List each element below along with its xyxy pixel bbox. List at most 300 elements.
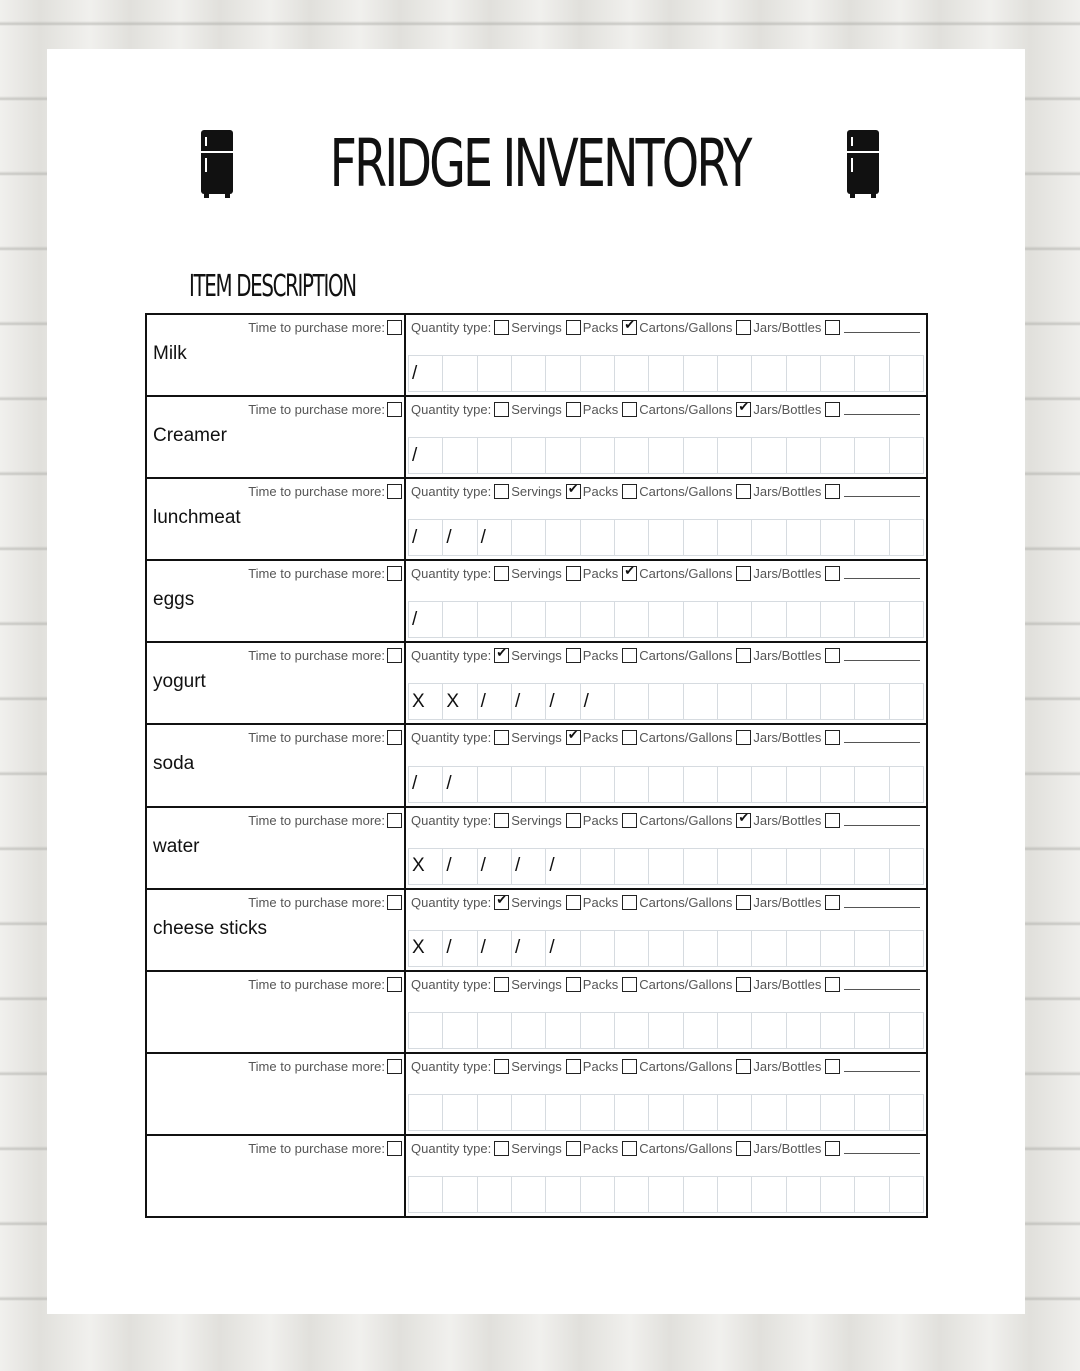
tally-cell[interactable] (443, 356, 477, 391)
tally-cell[interactable] (821, 684, 855, 719)
servings-checkbox[interactable] (494, 1059, 509, 1074)
packs-checkbox[interactable] (566, 895, 581, 910)
purchase-more-checkbox[interactable] (387, 566, 402, 581)
purchase-more-checkbox[interactable] (387, 977, 402, 992)
item-name[interactable]: eggs (153, 589, 195, 611)
tally-cell[interactable] (512, 520, 546, 555)
tally-cell[interactable] (855, 520, 889, 555)
tally-cell[interactable] (546, 602, 580, 637)
tally-strip (408, 1176, 924, 1213)
servings-checkbox[interactable] (494, 813, 509, 828)
purchase-more-label: Time to purchase more: (248, 648, 385, 664)
cartons-gallons-checkbox[interactable] (622, 484, 637, 499)
packs-checkbox[interactable] (566, 484, 581, 499)
tally-cell[interactable] (512, 767, 546, 802)
tally-cell[interactable] (890, 438, 923, 473)
tally-cell[interactable]: X (409, 849, 443, 884)
servings-checkbox[interactable] (494, 1141, 509, 1156)
tally-cell[interactable] (718, 520, 752, 555)
packs-label: Packs (582, 976, 619, 992)
tally-cell[interactable] (581, 767, 615, 802)
other-blank-line[interactable] (844, 486, 920, 497)
tally-cell[interactable] (478, 602, 512, 637)
other-checkbox[interactable] (825, 730, 840, 745)
other-blank-line[interactable] (844, 650, 920, 661)
cartons-gallons-label: Cartons/Gallons (639, 1058, 733, 1074)
tally-cell[interactable]: X (409, 684, 443, 719)
tally-cell[interactable] (787, 767, 821, 802)
other-blank-line[interactable] (844, 322, 920, 333)
tally-cell[interactable] (718, 1013, 752, 1048)
tally-cell[interactable] (615, 520, 649, 555)
other-blank-line[interactable] (844, 1143, 920, 1154)
servings-checkbox[interactable] (494, 484, 509, 499)
purchase-more-checkbox[interactable] (387, 1141, 402, 1156)
tally-cell[interactable] (855, 356, 889, 391)
tally-cell[interactable] (752, 520, 786, 555)
tally-strip (408, 766, 924, 803)
tally-cell[interactable] (581, 602, 615, 637)
tally-cell[interactable] (478, 438, 512, 473)
servings-checkbox[interactable] (494, 977, 509, 992)
tally-cell[interactable] (649, 684, 683, 719)
jars-bottles-checkbox[interactable] (736, 566, 751, 581)
quantity-type-label: Quantity type: (411, 320, 492, 335)
jars-bottles-checkbox[interactable] (736, 484, 751, 499)
other-blank-line[interactable] (844, 815, 920, 826)
servings-label: Servings (511, 812, 562, 828)
tally-cell[interactable] (615, 1013, 649, 1048)
other-blank-line[interactable] (844, 897, 920, 908)
other-blank-line[interactable] (844, 568, 920, 579)
packs-label: Packs (582, 894, 619, 910)
item-name[interactable]: soda (153, 753, 195, 775)
tally-cell[interactable] (855, 767, 889, 802)
purchase-more-label: Time to purchase more: (248, 812, 385, 828)
tally-cell[interactable] (890, 1013, 923, 1048)
quantity-cell (406, 397, 926, 477)
tally-cell[interactable] (855, 1177, 889, 1212)
jars-bottles-label: Jars/Bottles (753, 484, 822, 500)
tally-cell[interactable] (718, 684, 752, 719)
tally-cell[interactable]: / (512, 684, 546, 719)
item-description-cell (147, 725, 406, 805)
cartons-gallons-checkbox[interactable] (622, 1141, 637, 1156)
tally-cell[interactable] (787, 520, 821, 555)
packs-checkbox[interactable] (566, 1059, 581, 1074)
tally-cell[interactable] (684, 849, 718, 884)
tally-cell[interactable] (752, 1177, 786, 1212)
tally-cell[interactable] (615, 684, 649, 719)
tally-cell[interactable] (821, 356, 855, 391)
servings-checkbox[interactable] (494, 730, 509, 745)
tally-cell[interactable] (581, 1095, 615, 1130)
tally-cell[interactable]: / (409, 438, 443, 473)
tally-cell[interactable] (718, 1095, 752, 1130)
tally-cell[interactable] (615, 931, 649, 966)
tally-cell[interactable] (752, 602, 786, 637)
tally-cell[interactable] (649, 1177, 683, 1212)
tally-cell[interactable]: / (581, 684, 615, 719)
tally-cell[interactable] (615, 438, 649, 473)
tally-cell[interactable] (581, 1013, 615, 1048)
other-checkbox[interactable] (825, 977, 840, 992)
tally-cell[interactable] (478, 1095, 512, 1130)
cartons-gallons-checkbox[interactable] (622, 320, 637, 335)
tally-cell[interactable] (512, 1177, 546, 1212)
tally-cell[interactable] (443, 1095, 477, 1130)
tally-cell[interactable] (855, 438, 889, 473)
tally-cell[interactable] (787, 602, 821, 637)
tally-cell[interactable] (684, 602, 718, 637)
tally-cell[interactable] (752, 849, 786, 884)
tally-cell[interactable] (787, 684, 821, 719)
tally-cell[interactable] (821, 849, 855, 884)
tally-cell[interactable]: / (478, 520, 512, 555)
tally-cell[interactable] (787, 849, 821, 884)
tally-cell[interactable] (649, 1095, 683, 1130)
tally-cell[interactable]: / (546, 849, 580, 884)
other-blank-line[interactable] (844, 979, 920, 990)
purchase-more-checkbox[interactable] (387, 730, 402, 745)
cartons-gallons-label: Cartons/Gallons (639, 730, 733, 746)
cartons-gallons-checkbox[interactable] (622, 895, 637, 910)
section-heading: ITEM DESCRIPTION (189, 269, 356, 304)
purchase-more-checkbox[interactable] (387, 813, 402, 828)
quantity-cell (406, 808, 926, 888)
packs-checkbox[interactable] (566, 730, 581, 745)
tally-strip (408, 1012, 924, 1049)
purchase-more (248, 977, 402, 992)
quantity-type-label: Quantity type: (411, 566, 492, 582)
quantity-cell (406, 479, 926, 559)
tally-cell[interactable] (821, 602, 855, 637)
tally-cell[interactable] (443, 602, 477, 637)
tally-cell[interactable] (409, 1013, 443, 1048)
tally-cell[interactable]: / (478, 931, 512, 966)
tally-cell[interactable] (512, 1095, 546, 1130)
tally-cell[interactable] (890, 1177, 923, 1212)
purchase-more (248, 1141, 402, 1156)
item-name[interactable]: Milk (153, 343, 187, 364)
tally-cell[interactable]: / (546, 931, 580, 966)
other-checkbox[interactable] (825, 566, 840, 581)
other-checkbox[interactable] (825, 1141, 840, 1156)
tally-cell[interactable] (787, 1095, 821, 1130)
tally-cell[interactable] (890, 602, 923, 637)
other-checkbox[interactable] (825, 1059, 840, 1074)
tally-cell[interactable] (512, 1013, 546, 1048)
servings-checkbox[interactable] (494, 320, 509, 335)
cartons-gallons-label: Cartons/Gallons (639, 894, 733, 910)
inventory-row (147, 479, 926, 561)
tally-cell[interactable] (615, 767, 649, 802)
tally-cell[interactable] (478, 1177, 512, 1212)
packs-checkbox[interactable] (566, 402, 581, 417)
tally-cell[interactable] (649, 931, 683, 966)
tally-cell[interactable] (752, 931, 786, 966)
tally-cell[interactable] (718, 438, 752, 473)
tally-cell[interactable]: / (512, 931, 546, 966)
tally-cell[interactable] (615, 1177, 649, 1212)
cartons-gallons-checkbox[interactable] (622, 1059, 637, 1074)
tally-cell[interactable] (752, 438, 786, 473)
packs-checkbox[interactable] (566, 648, 581, 663)
tally-cell[interactable] (546, 438, 580, 473)
tally-cell[interactable] (855, 849, 889, 884)
tally-cell[interactable] (718, 1177, 752, 1212)
tally-cell[interactable]: / (409, 602, 443, 637)
tally-cell[interactable] (615, 1095, 649, 1130)
quantity-type-label: Quantity type: (411, 648, 492, 664)
cartons-gallons-checkbox[interactable] (622, 648, 637, 663)
tally-cell[interactable] (718, 931, 752, 966)
tally-cell[interactable] (684, 1095, 718, 1130)
tally-cell[interactable] (787, 438, 821, 473)
cartons-gallons-checkbox[interactable] (622, 566, 637, 581)
tally-cell[interactable] (546, 520, 580, 555)
tally-cell[interactable] (546, 1177, 580, 1212)
jars-bottles-checkbox[interactable] (736, 1141, 751, 1156)
tally-cell[interactable]: / (409, 356, 443, 391)
tally-cell[interactable]: / (443, 767, 477, 802)
tally-cell[interactable] (718, 602, 752, 637)
tally-cell[interactable] (478, 1013, 512, 1048)
purchase-more-checkbox[interactable] (387, 1059, 402, 1074)
jars-bottles-checkbox[interactable] (736, 1059, 751, 1074)
quantity-type-label: Quantity type: (411, 484, 492, 500)
servings-checkbox[interactable] (494, 648, 509, 663)
tally-cell[interactable] (890, 931, 923, 966)
tally-cell[interactable] (581, 849, 615, 884)
cartons-gallons-checkbox[interactable] (622, 730, 637, 745)
purchase-more (248, 320, 402, 335)
other-checkbox[interactable] (825, 895, 840, 910)
other-blank-line[interactable] (844, 732, 920, 743)
item-name[interactable]: Creamer (153, 425, 227, 447)
tally-cell[interactable]: / (443, 520, 477, 555)
tally-cell[interactable] (615, 849, 649, 884)
tally-cell[interactable] (649, 767, 683, 802)
tally-cell[interactable]: X (443, 684, 477, 719)
tally-cell[interactable] (718, 356, 752, 391)
tally-cell[interactable]: / (443, 931, 477, 966)
quantity-type (411, 566, 920, 581)
tally-cell[interactable] (855, 602, 889, 637)
servings-checkbox[interactable] (494, 895, 509, 910)
tally-cell[interactable] (581, 356, 615, 391)
quantity-cell (406, 890, 926, 970)
tally-cell[interactable] (855, 684, 889, 719)
cartons-gallons-checkbox[interactable] (622, 813, 637, 828)
inventory-row (147, 1136, 926, 1216)
other-checkbox[interactable] (825, 813, 840, 828)
purchase-more-checkbox[interactable] (387, 895, 402, 910)
item-name[interactable]: water (153, 835, 200, 857)
inventory-row (147, 397, 926, 479)
tally-cell[interactable] (512, 438, 546, 473)
tally-cell[interactable] (684, 438, 718, 473)
tally-cell[interactable]: X (409, 931, 443, 966)
other-checkbox[interactable] (825, 402, 840, 417)
servings-checkbox[interactable] (494, 402, 509, 417)
item-name[interactable]: cheese sticks (153, 917, 268, 939)
other-checkbox[interactable] (825, 648, 840, 663)
jars-bottles-checkbox[interactable] (736, 648, 751, 663)
purchase-more-checkbox[interactable] (387, 320, 402, 335)
tally-cell[interactable] (546, 1013, 580, 1048)
tally-cell[interactable] (855, 931, 889, 966)
tally-cell[interactable]: / (478, 684, 512, 719)
tally-cell[interactable] (821, 520, 855, 555)
item-description-cell (147, 1054, 406, 1134)
purchase-more-label: Time to purchase more: (248, 320, 385, 335)
tally-cell[interactable] (581, 520, 615, 555)
tally-cell[interactable] (581, 438, 615, 473)
tally-strip (408, 519, 924, 556)
tally-cell[interactable] (581, 931, 615, 966)
tally-cell[interactable]: / (546, 684, 580, 719)
tally-cell[interactable] (821, 931, 855, 966)
tally-cell[interactable] (443, 1013, 477, 1048)
tally-cell[interactable] (787, 1013, 821, 1048)
tally-cell[interactable] (787, 931, 821, 966)
tally-cell[interactable] (890, 520, 923, 555)
jars-bottles-checkbox[interactable] (736, 895, 751, 910)
tally-cell[interactable] (787, 356, 821, 391)
packs-label: Packs (582, 484, 619, 500)
tally-cell[interactable] (649, 849, 683, 884)
tally-cell[interactable] (855, 1013, 889, 1048)
tally-cell[interactable] (649, 1013, 683, 1048)
tally-cell[interactable] (752, 684, 786, 719)
cartons-gallons-label: Cartons/Gallons (639, 648, 733, 664)
inventory-table (145, 313, 928, 1218)
tally-cell[interactable] (684, 1013, 718, 1048)
other-checkbox[interactable] (825, 320, 840, 335)
jars-bottles-checkbox[interactable] (736, 402, 751, 417)
jars-bottles-checkbox[interactable] (736, 730, 751, 745)
tally-cell[interactable] (821, 438, 855, 473)
purchase-more-label: Time to purchase more: (248, 1058, 385, 1074)
jars-bottles-checkbox[interactable] (736, 977, 751, 992)
tally-cell[interactable] (615, 602, 649, 637)
tally-cell[interactable] (752, 356, 786, 391)
tally-cell[interactable]: / (512, 849, 546, 884)
tally-cell[interactable] (855, 1095, 889, 1130)
tally-cell[interactable] (821, 1013, 855, 1048)
tally-cell[interactable] (409, 1177, 443, 1212)
tally-cell[interactable]: / (478, 849, 512, 884)
packs-label: Packs (582, 648, 619, 664)
other-blank-line[interactable] (844, 404, 920, 415)
tally-cell[interactable] (684, 767, 718, 802)
tally-cell[interactable] (890, 767, 923, 802)
tally-cell[interactable] (890, 849, 923, 884)
packs-checkbox[interactable] (566, 977, 581, 992)
cartons-gallons-checkbox[interactable] (622, 977, 637, 992)
servings-checkbox[interactable] (494, 566, 509, 581)
servings-label: Servings (511, 320, 562, 335)
tally-cell[interactable] (478, 767, 512, 802)
tally-cell[interactable] (409, 1095, 443, 1130)
quantity-type-label: Quantity type: (411, 730, 492, 746)
tally-cell[interactable] (718, 849, 752, 884)
tally-cell[interactable] (546, 767, 580, 802)
tally-cell[interactable] (821, 767, 855, 802)
tally-cell[interactable] (649, 438, 683, 473)
other-checkbox[interactable] (825, 484, 840, 499)
tally-cell[interactable] (443, 1177, 477, 1212)
inventory-row (147, 725, 926, 807)
tally-cell[interactable] (512, 602, 546, 637)
tally-cell[interactable] (684, 1177, 718, 1212)
packs-checkbox[interactable] (566, 320, 581, 335)
tally-cell[interactable] (787, 1177, 821, 1212)
item-name[interactable]: yogurt (153, 671, 206, 693)
tally-cell[interactable] (649, 602, 683, 637)
tally-cell[interactable]: / (409, 767, 443, 802)
tally-cell[interactable] (546, 1095, 580, 1130)
purchase-more (248, 402, 402, 417)
tally-cell[interactable] (718, 767, 752, 802)
tally-cell[interactable] (821, 1177, 855, 1212)
tally-cell[interactable] (752, 1095, 786, 1130)
tally-cell[interactable] (649, 356, 683, 391)
purchase-more-checkbox[interactable] (387, 648, 402, 663)
cartons-gallons-checkbox[interactable] (622, 402, 637, 417)
tally-cell[interactable] (581, 1177, 615, 1212)
tally-cell[interactable] (684, 931, 718, 966)
tally-cell[interactable] (752, 767, 786, 802)
packs-checkbox[interactable] (566, 813, 581, 828)
tally-cell[interactable] (478, 356, 512, 391)
tally-cell[interactable] (649, 520, 683, 555)
tally-cell[interactable]: / (409, 520, 443, 555)
item-name[interactable]: lunchmeat (153, 507, 241, 529)
purchase-more-checkbox[interactable] (387, 402, 402, 417)
packs-checkbox[interactable] (566, 1141, 581, 1156)
jars-bottles-label: Jars/Bottles (753, 894, 822, 910)
fridge-icon (200, 129, 234, 199)
cartons-gallons-label: Cartons/Gallons (639, 976, 733, 992)
packs-checkbox[interactable] (566, 566, 581, 581)
purchase-more-checkbox[interactable] (387, 484, 402, 499)
tally-cell[interactable] (684, 356, 718, 391)
tally-cell[interactable] (512, 356, 546, 391)
tally-cell[interactable] (684, 520, 718, 555)
inventory-row (147, 808, 926, 890)
quantity-cell (406, 315, 926, 395)
jars-bottles-checkbox[interactable] (736, 320, 751, 335)
tally-cell[interactable] (821, 1095, 855, 1130)
tally-cell[interactable] (890, 684, 923, 719)
quantity-cell (406, 972, 926, 1052)
tally-cell[interactable] (615, 356, 649, 391)
jars-bottles-label: Jars/Bottles (753, 812, 822, 828)
tally-cell[interactable] (684, 684, 718, 719)
tally-cell[interactable]: / (443, 849, 477, 884)
purchase-more (248, 813, 402, 828)
tally-cell[interactable] (443, 438, 477, 473)
tally-cell[interactable] (546, 356, 580, 391)
tally-cell[interactable] (890, 1095, 923, 1130)
other-blank-line[interactable] (844, 1061, 920, 1072)
purchase-more (248, 1059, 402, 1074)
jars-bottles-checkbox[interactable] (736, 813, 751, 828)
tally-cell[interactable] (890, 356, 923, 391)
tally-cell[interactable] (752, 1013, 786, 1048)
